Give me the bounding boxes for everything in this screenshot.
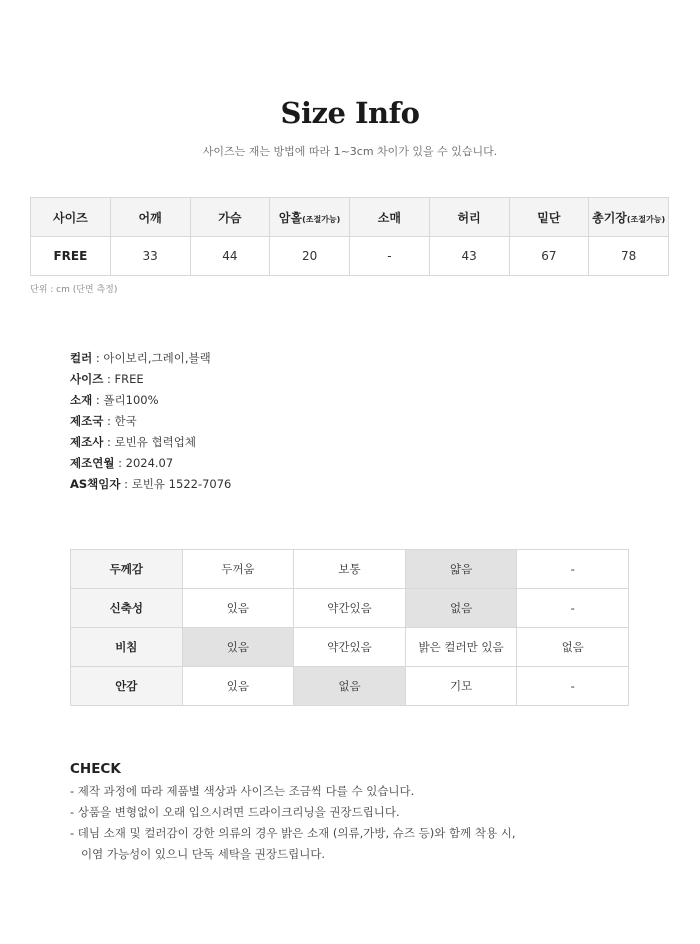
- check-note: 이염 가능성이 있으니 단독 세탁을 권장드립니다.: [70, 847, 326, 861]
- feel-row-stretch: [71, 589, 629, 628]
- spec-manufacture-date: 제조연월 : 2024.07: [70, 456, 174, 470]
- feel-option: 기모: [405, 667, 517, 706]
- unit-note: 단위 : cm (단면 측정): [30, 285, 118, 295]
- header-waist: 허리: [429, 198, 509, 237]
- feel-option: 두꺼움: [182, 550, 294, 589]
- table-row: [31, 237, 669, 276]
- armhole-value: 20: [270, 237, 350, 276]
- feel-option: 있음: [182, 589, 294, 628]
- feel-label: 안감: [71, 667, 183, 706]
- sleeve-value: -: [350, 237, 430, 276]
- feel-option: 있음: [182, 628, 294, 667]
- feel-option: 보통: [294, 550, 406, 589]
- total-length-value: 78: [589, 237, 669, 276]
- header-chest: 가슴: [190, 198, 270, 237]
- feel-option: 없음: [294, 667, 406, 706]
- feel-option: -: [517, 589, 629, 628]
- chest-value: 44: [190, 237, 270, 276]
- header-shoulder: 어깨: [110, 198, 190, 237]
- feel-label: 비침: [71, 628, 183, 667]
- feel-option: 있음: [182, 667, 294, 706]
- spec-manufacturer: 제조사 : 로빈유 협력업체: [70, 435, 196, 449]
- spec-country: 제조국 : 한국: [70, 414, 137, 428]
- feel-option: 없음: [405, 589, 517, 628]
- feel-label: 신축성: [71, 589, 183, 628]
- check-note: - 상품을 변형없이 오래 입으시려면 드라이크리닝을 권장드립니다.: [70, 805, 400, 819]
- check-note: - 데님 소재 및 컬러감이 강한 의류의 경우 밝은 소재 (의류,가방, 슈즈 등)와 함께 착용 시,: [70, 826, 516, 840]
- header-size: 사이즈: [31, 198, 111, 237]
- size-table: [30, 197, 669, 276]
- spec-color: 컬러 : 아이보리,그레이,블랙: [70, 351, 211, 365]
- feel-row-sheerness: [71, 628, 629, 667]
- fabric-feel-table: [70, 549, 629, 706]
- feel-label: 두께감: [71, 550, 183, 589]
- shoulder-value: 33: [110, 237, 190, 276]
- waist-value: 43: [429, 237, 509, 276]
- size-cell: FREE: [31, 237, 111, 276]
- feel-option: -: [517, 550, 629, 589]
- size-table-header-row: [31, 198, 669, 237]
- product-specs: [70, 348, 231, 495]
- feel-option: 밝은 컬러만 있음: [405, 628, 517, 667]
- feel-option: 없음: [517, 628, 629, 667]
- feel-option: 얇음: [405, 550, 517, 589]
- spec-material: 소재 : 폴리100%: [70, 393, 159, 407]
- feel-option: 약간있음: [294, 628, 406, 667]
- hem-value: 67: [509, 237, 589, 276]
- page-title: Size Info: [280, 96, 420, 130]
- header-armhole: 암홀(조절가능): [270, 198, 350, 237]
- check-notes: [70, 781, 516, 865]
- spec-as-contact: AS책임자 : 로빈유 1522-7076: [70, 477, 232, 491]
- header-hem: 밑단: [509, 198, 589, 237]
- header-total-length: 총기장(조절가능): [589, 198, 669, 237]
- check-heading: CHECK: [70, 761, 121, 777]
- header-sleeve: 소매: [350, 198, 430, 237]
- feel-row-thickness: [71, 550, 629, 589]
- spec-size: 사이즈 : FREE: [70, 372, 144, 386]
- check-note: - 제작 과정에 따라 제품별 색상과 사이즈는 조금씩 다를 수 있습니다.: [70, 784, 415, 798]
- feel-option: 약간있음: [294, 589, 406, 628]
- size-disclaimer: 사이즈는 재는 방법에 따라 1~3cm 차이가 있을 수 있습니다.: [202, 145, 498, 158]
- feel-option: -: [517, 667, 629, 706]
- feel-row-lining: [71, 667, 629, 706]
